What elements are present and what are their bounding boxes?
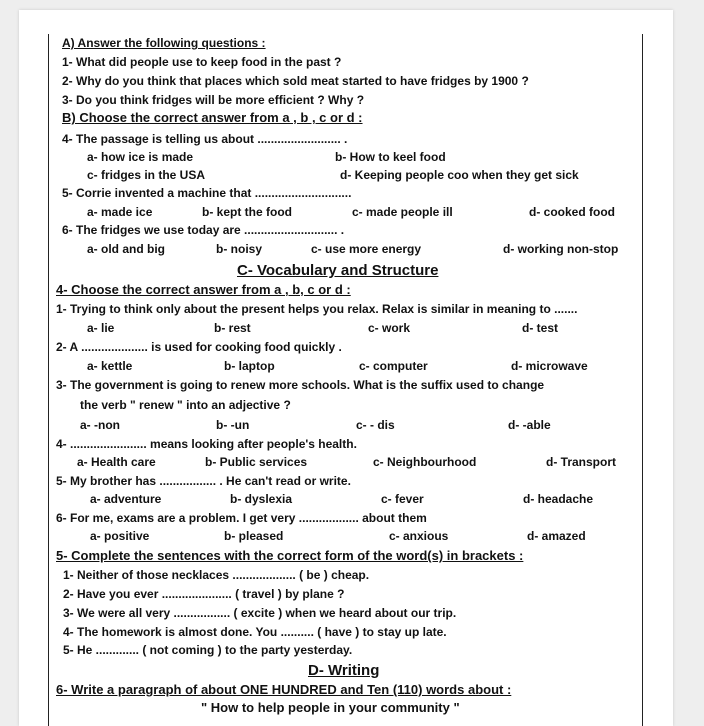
question-c3-line2: the verb " renew " into an adjective ?	[80, 398, 291, 412]
section-c-subheader-4: 4- Choose the correct answer from a , b, c or d :	[56, 282, 351, 297]
option-c6-a: a- positive	[90, 529, 150, 543]
section-a-header: A) Answer the following questions :	[62, 36, 266, 50]
worksheet-page	[19, 10, 673, 726]
question-c1: 1- Trying to think only about the present helps you relax. Relax is similar in meaning to .......	[56, 302, 578, 316]
option-b6-a: a- old and big	[87, 242, 165, 256]
question-c6: 6- For me, exams are a problem. I get very .................. about them	[56, 511, 427, 525]
option-c1-b: b- rest	[214, 321, 251, 335]
question-a2: 2- Why do you think that places which sold meat started to have fridges by 1900 ?	[62, 74, 529, 88]
option-c6-b: b- pleased	[224, 529, 284, 543]
option-b5-b: b- kept the food	[202, 205, 292, 219]
left-border	[48, 34, 49, 726]
option-b5-d: d- cooked food	[529, 205, 615, 219]
option-c2-c: c- computer	[359, 359, 428, 373]
option-c4-a: a- Health care	[77, 455, 156, 469]
right-border	[642, 34, 643, 726]
option-c5-d: d- headache	[523, 492, 594, 506]
question-a3: 3- Do you think fridges will be more efficient ? Why ?	[62, 93, 365, 107]
question-c4: 4- ....................... means looking after people's health.	[56, 437, 357, 451]
sentence-4: 4- The homework is almost done. You .......... ( have ) to stay up late.	[63, 625, 447, 639]
sentence-2: 2- Have you ever ..................... ( travel ) by plane ?	[63, 587, 345, 601]
section-c-title: C- Vocabulary and Structure	[237, 262, 439, 279]
section-d-title: D- Writing	[308, 662, 380, 679]
option-b4-d: d- Keeping people coo when they get sick	[340, 168, 579, 182]
option-c5-c: c- fever	[381, 492, 424, 506]
option-c4-c: c- Neighbourhood	[373, 455, 477, 469]
sentence-1: 1- Neither of those necklaces ................... ( be ) cheap.	[63, 568, 370, 582]
section-c-subheader-5: 5- Complete the sentences with the correct form of the word(s) in brackets :	[56, 548, 524, 563]
sentence-5: 5- He ............. ( not coming ) to the party yesterday.	[63, 643, 353, 657]
option-c4-b: b- Public services	[205, 455, 308, 469]
option-b5-a: a- made ice	[87, 205, 153, 219]
option-c4-d: d- Transport	[546, 455, 617, 469]
question-b4: 4- The passage is telling us about ......................... .	[62, 132, 348, 146]
question-b6: 6- The fridges we use today are ............................ .	[62, 223, 345, 237]
section-b-header: B) Choose the correct answer from a , b , c or d :	[62, 110, 363, 125]
option-b5-c: c- made people ill	[352, 205, 453, 219]
option-c1-d: d- test	[522, 321, 558, 335]
option-c6-c: c- anxious	[389, 529, 449, 543]
question-a1: 1- What did people use to keep food in the past ?	[62, 55, 342, 69]
option-c6-d: d- amazed	[527, 529, 586, 543]
option-c3-d: d- -able	[508, 418, 551, 432]
option-b6-b: b- noisy	[216, 242, 263, 256]
question-c5: 5- My brother has ................. . He can't read or write.	[56, 474, 351, 488]
option-c3-a: a- -non	[80, 418, 120, 432]
option-c5-a: a- adventure	[90, 492, 162, 506]
writing-topic: " How to help people in your community "	[201, 700, 460, 715]
option-c3-b: b- -un	[216, 418, 250, 432]
option-c5-b: b- dyslexia	[230, 492, 293, 506]
option-b4-b: b- How to keel food	[335, 150, 446, 164]
option-b6-d: d- working non-stop	[503, 242, 619, 256]
option-b4-a: a- how ice is made	[87, 150, 194, 164]
option-c2-a: a- kettle	[87, 359, 133, 373]
option-c2-d: d- microwave	[511, 359, 588, 373]
section-d-subheader-6: 6- Write a paragraph of about ONE HUNDRED and Ten (110) words about :	[56, 682, 512, 697]
option-b4-c: c- fridges in the USA	[87, 168, 206, 182]
option-c1-c: c- work	[368, 321, 411, 335]
option-c2-b: b- laptop	[224, 359, 275, 373]
option-c1-a: a- lie	[87, 321, 115, 335]
question-c2: 2- A .................... is used for cooking food quickly .	[56, 340, 342, 354]
question-c3-line1: 3- The government is going to renew more schools. What is the suffix used to change	[56, 378, 545, 392]
question-b5: 5- Corrie invented a machine that .............................	[62, 186, 352, 200]
option-c3-c: c- - dis	[356, 418, 395, 432]
option-b6-c: c- use more energy	[311, 242, 422, 256]
sentence-3: 3- We were all very ................. ( excite ) when we heard about our trip.	[63, 606, 457, 620]
